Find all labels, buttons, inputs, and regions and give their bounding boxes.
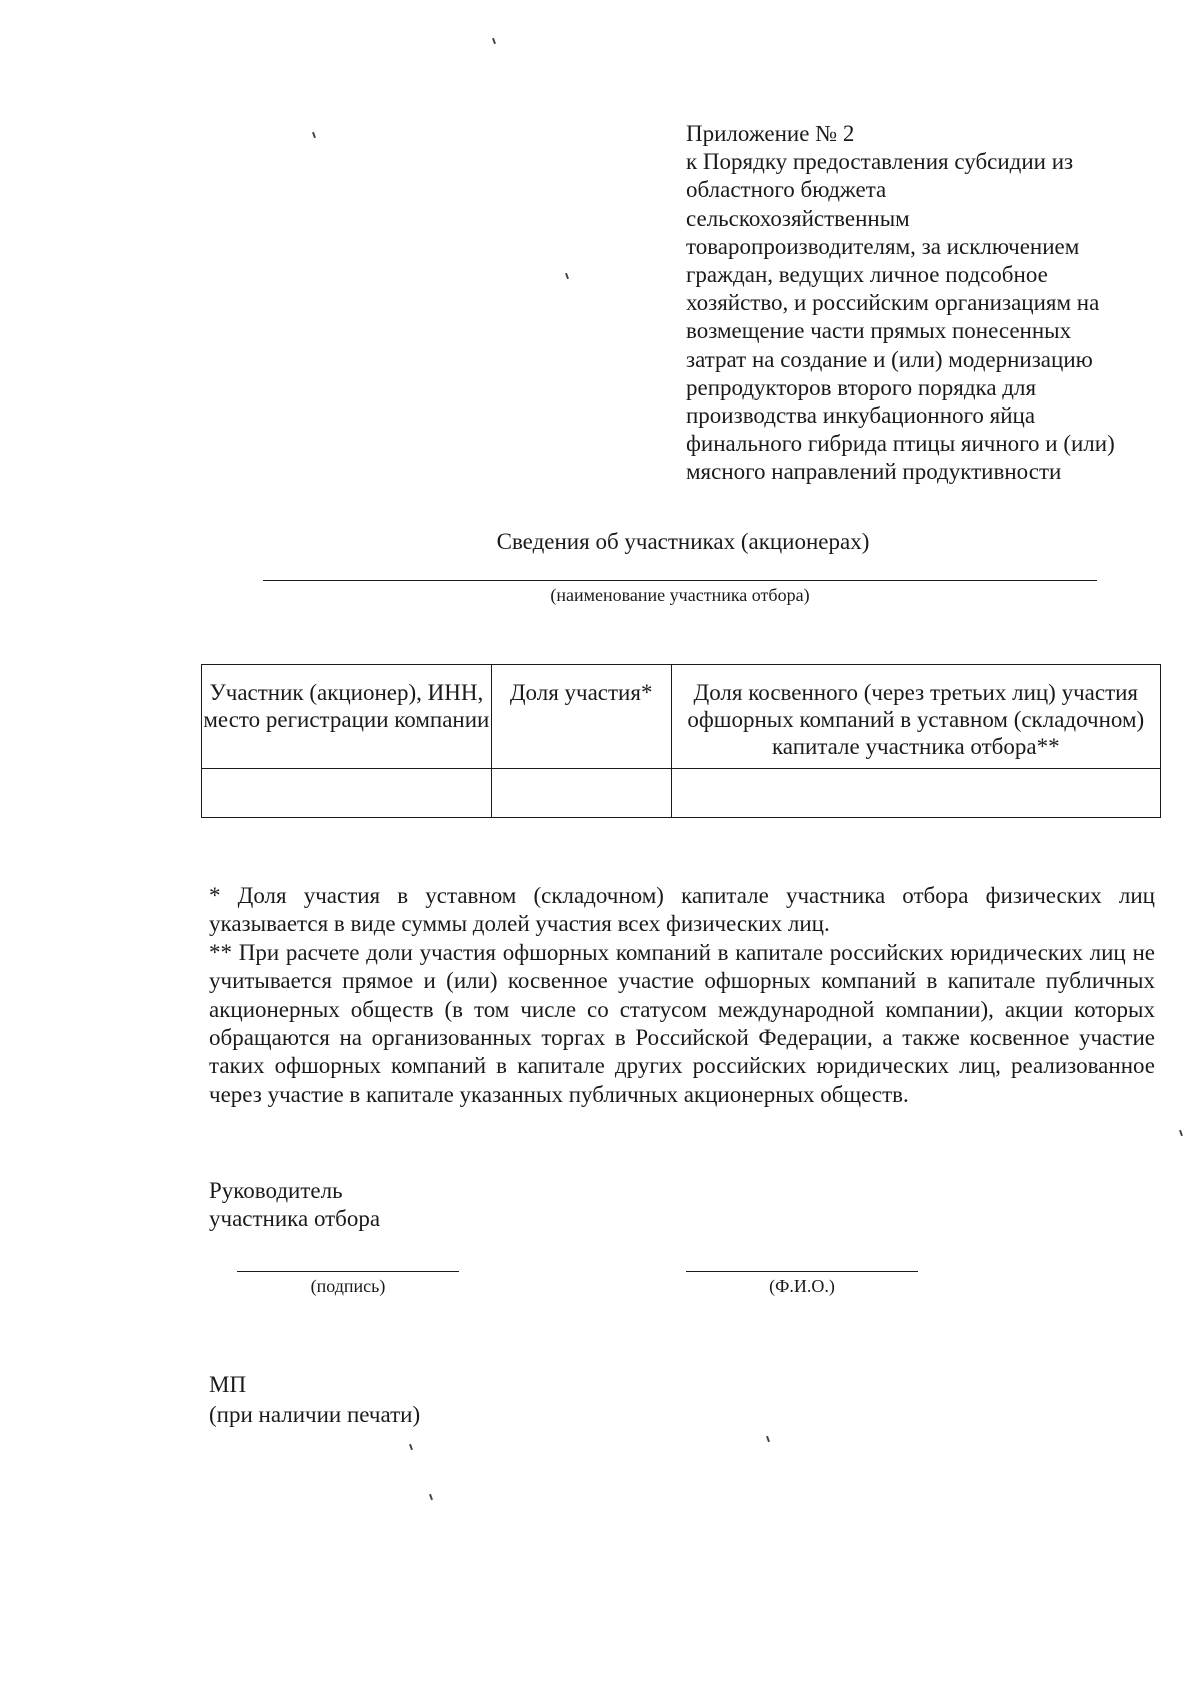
appendix-line: финального гибрида птицы яичного и (или) bbox=[686, 431, 1115, 457]
table-row bbox=[202, 769, 1161, 818]
signatory-block bbox=[209, 1177, 380, 1233]
cell-participant[interactable] bbox=[202, 769, 492, 818]
appendix-line: производства инкубационного яйца bbox=[686, 403, 1036, 429]
scan-speck bbox=[492, 38, 496, 44]
scan-speck bbox=[312, 132, 316, 138]
table-header-row bbox=[202, 665, 1161, 769]
appendix-line: товаропроизводителям, за исключением bbox=[686, 233, 1080, 259]
appendix-line: к Порядку предоставления субсидии из bbox=[686, 149, 1074, 175]
scan-speck bbox=[429, 1494, 433, 1500]
footnotes bbox=[209, 882, 1155, 1109]
document-title: Сведения об участниках (акционерах) bbox=[496, 529, 870, 554]
scan-speck bbox=[766, 1436, 770, 1442]
scan-speck bbox=[409, 1444, 413, 1450]
full-name-line[interactable] bbox=[686, 1271, 918, 1272]
stamp-note: (при наличии печати) bbox=[209, 1402, 421, 1427]
appendix-header bbox=[686, 120, 1166, 487]
participant-name-line[interactable] bbox=[263, 580, 1097, 581]
appendix-line: хозяйство, и российским организациям на bbox=[686, 290, 1100, 316]
footnote-1: * Доля участия в уставном (складочном) капитале участника отбора физических лиц указывается в виде суммы долей участия всех физических лиц. bbox=[209, 883, 1155, 937]
appendix-line: областного бюджета bbox=[686, 177, 887, 203]
stamp-label: МП bbox=[209, 1372, 247, 1397]
signatory-title-line2: участника отбора bbox=[209, 1206, 381, 1231]
signatory-title-line1: Руководитель bbox=[209, 1178, 343, 1203]
cell-share[interactable] bbox=[491, 769, 671, 818]
shareholders-table bbox=[201, 664, 1161, 818]
signature-caption: (подпись) bbox=[310, 1276, 386, 1296]
scan-speck bbox=[1179, 1130, 1183, 1136]
appendix-line: мясного направлений продуктивности bbox=[686, 459, 1062, 485]
header-share: Доля участия* bbox=[491, 665, 671, 769]
appendix-line: сельскохозяйственным bbox=[686, 205, 910, 231]
appendix-line: возмещение части прямых понесенных bbox=[686, 318, 1072, 344]
header-participant: Участник (акционер), ИНН, место регистрации компании bbox=[202, 665, 492, 769]
participant-name-caption: (наименование участника отбора) bbox=[550, 585, 810, 605]
footnote-2: ** При расчете доли участия офшорных компаний в капитале российских юридических лиц не учитывается прямое и (или) косвенное участие офшорных компаний в капитале публичных акционерных обществ (в том числе со статусом международной компании), акции которых обращаются на организованных торгах в Российской Федерации, а также косвенное участие таких офшорных компаний в капитале других российских юридических лиц, реализованное через участие в капитале указанных публичных акционерных обществ. bbox=[209, 939, 1155, 1107]
stamp-block bbox=[209, 1370, 420, 1430]
full-name-caption: (Ф.И.О.) bbox=[769, 1276, 835, 1296]
cell-offshore-share[interactable] bbox=[671, 769, 1160, 818]
scan-speck bbox=[565, 273, 569, 279]
appendix-line: граждан, ведущих личное подсобное bbox=[686, 262, 1048, 288]
appendix-line: затрат на создание и (или) модернизацию bbox=[686, 346, 1093, 372]
signature-line[interactable] bbox=[237, 1271, 459, 1272]
header-offshore-share: Доля косвенного (через третьих лиц) участия офшорных компаний в уставном (складочном) капитале участника отбора** bbox=[671, 665, 1160, 769]
appendix-line: Приложение № 2 bbox=[686, 121, 855, 146]
appendix-line: репродукторов второго порядка для bbox=[686, 374, 1037, 400]
